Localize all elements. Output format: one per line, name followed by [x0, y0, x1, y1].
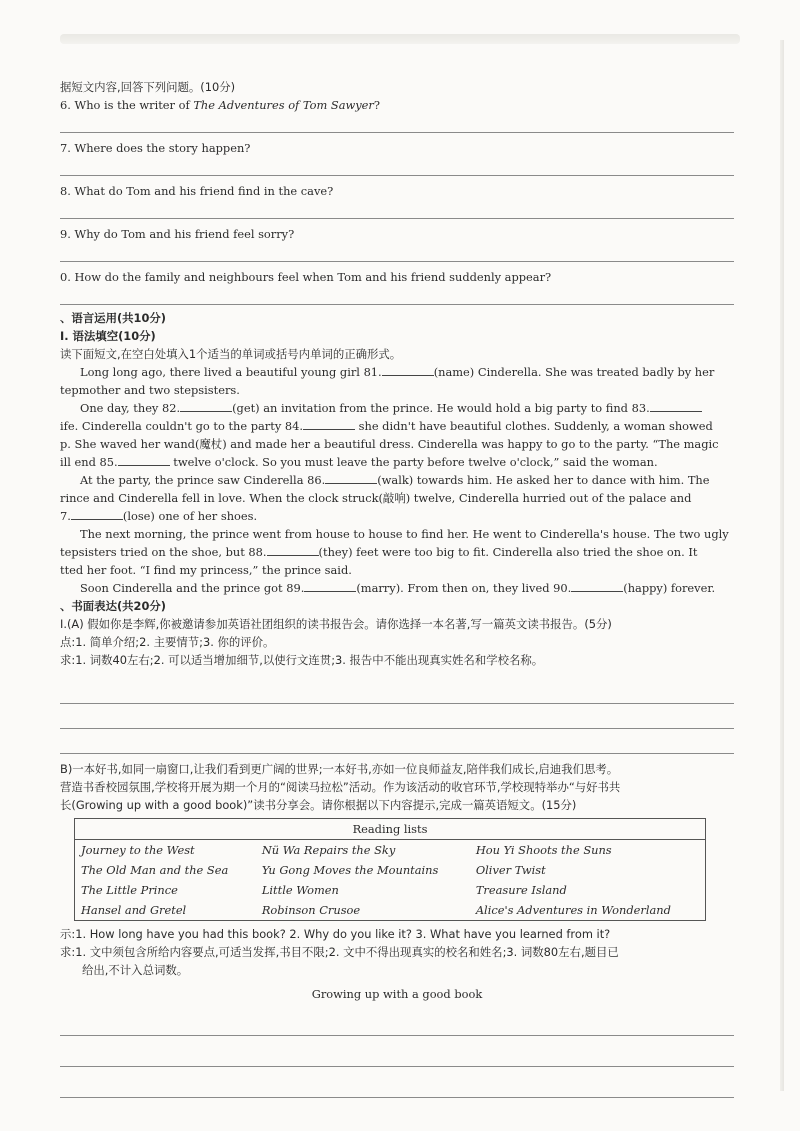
writing-line[interactable] [60, 704, 734, 729]
writing-a-requirements: 求:1. 词数40左右;2. 可以适当增加细节,以使行文连贯;3. 报告中不能出现真实姓名和学校名称。 [60, 653, 544, 667]
reading-list-table [74, 818, 706, 921]
grammar-part-title: I. 语法填空(10分) [60, 329, 156, 343]
essay-title: Growing up with a good book [311, 987, 483, 1001]
question-9: 9. Why do Tom and his friend feel sorry? [60, 227, 295, 241]
writing-b-intro: 营造书香校园氛围,学校将开展为期一个月的“阅读马拉松”活动。作为该活动的收官环节,学校现特举办“与好书共 [60, 780, 621, 794]
blank-83[interactable] [650, 400, 702, 412]
language-section-title: 、语言运用(共10分) [60, 311, 166, 325]
writing-b-intro: B)一本好书,如同一扇窗口,让我们看到更广阔的世界;一本好书,亦如一位良师益友,陪伴我们成长,启迪我们思考。 [60, 762, 619, 776]
passage-line: p. She waved her wand(魔杖) and made her a beautiful dress. Cinderella was happy to go to the party. “The magic [60, 437, 719, 451]
blank-90[interactable] [571, 580, 623, 592]
writing-b-requirements: 给出,不计入总词数。 [82, 963, 189, 977]
book-title: Treasure Island [475, 883, 567, 897]
question-8: 8. What do Tom and his friend find in the cave? [60, 184, 334, 198]
scan-right-edge [780, 40, 784, 1091]
reading-list-title: Reading lists [75, 819, 706, 840]
passage-line: Soon Cinderella and the prince got 89. (marry). From then on, they lived 90. (happy) forever. [80, 581, 716, 595]
passage-line: One day, they 82. (get) an invitation from the prince. He would hold a big party to find 83. [60, 399, 734, 417]
book-title: The Little Prince [81, 883, 178, 897]
writing-line[interactable] [60, 1067, 734, 1098]
blank-89[interactable] [304, 580, 356, 592]
passage-line: tepsisters tried on the shoe, but 88. (they) feet were too big to fit. Cinderella also tried the shoe on. It [60, 545, 698, 559]
writing-line[interactable] [60, 1011, 734, 1036]
table-row [75, 900, 706, 921]
writing-a-points: 点:1. 简单介绍;2. 主要情节;3. 你的评价。 [60, 635, 275, 649]
answer-line-8[interactable] [60, 200, 734, 219]
answer-line-7[interactable] [60, 157, 734, 176]
grammar-instruction: 读下面短文,在空白处填入1个适当的单词或括号内单词的正确形式。 [60, 347, 402, 361]
book-title: The Old Man and the Sea [81, 863, 229, 877]
passage-line: The next morning, the prince went from house to house to find her. He went to Cinderella's house. The two ugly [80, 527, 729, 541]
answer-line-10[interactable] [60, 286, 734, 305]
writing-b-intro: 长(Growing up with a good book)”读书分享会。请你根据以下内容提示,完成一篇英语短文。(15分) [60, 798, 577, 812]
book-title: Nü Wa Repairs the Sky [261, 843, 396, 857]
blank-82[interactable] [180, 400, 232, 412]
reading-instruction: 据短文内容,回答下列问题。(10分) [60, 80, 236, 94]
book-title: Yu Gong Moves the Mountains [261, 863, 439, 877]
passage-line: ill end 85. twelve o'clock. So you must leave the party before twelve o'clock,” said the woman. [60, 455, 658, 469]
writing-section-title: 、书面表达(共20分) [60, 599, 166, 613]
blank-87[interactable] [71, 508, 123, 520]
answer-line-6[interactable] [60, 114, 734, 133]
table-row [75, 860, 706, 880]
blank-86[interactable] [325, 472, 377, 484]
writing-a-intro: I.(A) 假如你是李辉,你被邀请参加英语社团组织的读书报告会。请你选择一本名著,写一篇英文读书报告。(5分) [60, 617, 612, 631]
writing-line[interactable] [60, 679, 734, 704]
book-title: Oliver Twist [475, 863, 546, 877]
question-7: 7. Where does the story happen? [60, 141, 251, 155]
answer-line-9[interactable] [60, 243, 734, 262]
book-title: Journey to the West [81, 843, 195, 857]
passage-line: At the party, the prince saw Cinderella 86. (walk) towards him. He asked her to dance with him. The [80, 473, 710, 487]
writing-b-tips: 示:1. How long have you had this book? 2. Why do you like it? 3. What have you learned from it? [60, 927, 611, 941]
book-title: Hou Yi Shoots the Suns [475, 843, 612, 857]
page-content [60, 78, 734, 1098]
question-6: 6. Who is the writer of The Adventures of Tom Sawyer? [60, 98, 380, 112]
book-title: Alice's Adventures in Wonderland [475, 903, 671, 917]
book-title: Robinson Crusoe [261, 903, 361, 917]
passage-line: Long long ago, there lived a beautiful young girl 81. (name) Cinderella. She was treated badly by her [80, 365, 715, 379]
passage-line: ife. Cinderella couldn't go to the party 84. she didn't have beautiful clothes. Suddenly, a woman showed [60, 419, 713, 433]
blank-88[interactable] [267, 544, 319, 556]
table-row [75, 840, 706, 861]
blank-84[interactable] [303, 418, 355, 430]
passage-line: rince and Cinderella fell in love. When the clock struck(敲响) twelve, Cinderella hurried out of the palace and [60, 491, 692, 505]
book-title: Hansel and Gretel [81, 903, 187, 917]
passage-line: tepmother and two stepsisters. [60, 383, 240, 397]
blank-81[interactable] [382, 364, 434, 376]
question-10: 0. How do the family and neighbours feel when Tom and his friend suddenly appear? [60, 270, 552, 284]
book-title: Little Women [261, 883, 339, 897]
writing-line[interactable] [60, 1036, 734, 1067]
passage-line: tted her foot. “I find my princess,” the prince said. [60, 563, 352, 577]
blank-85[interactable] [118, 454, 170, 466]
passage-line: 7. (lose) one of her shoes. [60, 509, 258, 523]
writing-line[interactable] [60, 729, 734, 754]
table-row [75, 880, 706, 900]
scan-top-band [60, 34, 740, 44]
writing-b-requirements: 求:1. 文中须包含所给内容要点,可适当发挥,书目不限;2. 文中不得出现真实的校名和姓名;3. 词数80左右,题目已 [60, 945, 619, 959]
